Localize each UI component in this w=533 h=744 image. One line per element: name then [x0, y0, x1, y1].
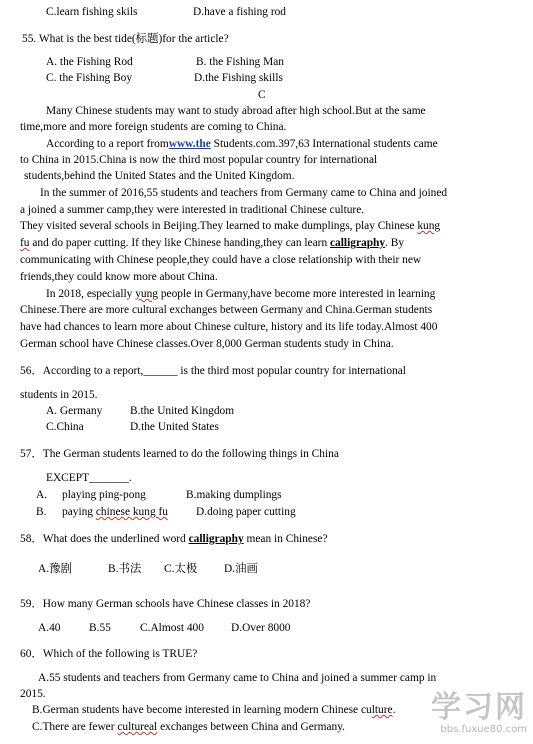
- passage-line: Many Chinese students may want to study abroad after high school.But at the same: [46, 105, 426, 117]
- q55-option-d: D.the Fishing skills: [194, 72, 283, 84]
- q58-option-c: C.太极: [164, 563, 198, 575]
- q60-option-b: B.German students have become interested in learning modern Chinese culture.: [32, 704, 396, 716]
- q57-option-c: paying chinese kung fu: [62, 506, 168, 518]
- q58-stem: 58．What does the underlined word calligraphy mean in Chinese?: [20, 533, 328, 545]
- q58-option-d: D.油画: [224, 563, 258, 575]
- q55-option-c: C. the Fishing Boy: [46, 72, 133, 84]
- q56-option-c: C.China: [46, 421, 84, 433]
- q55-option-b: B. the Fishing Man: [196, 56, 284, 68]
- q59-option-c: C.Almost 400: [140, 622, 204, 634]
- passage-line: In 2018, especially yung people in Germany,have become more interested in learning: [46, 288, 436, 300]
- q58-option-a: A.豫剧: [38, 563, 72, 575]
- q57-option-d: D.doing paper cutting: [196, 506, 296, 518]
- q59-stem: 59．How many German schools have Chinese classes in 2018?: [20, 598, 311, 610]
- passage-line: have had chances to learn more about Chinese culture, history and its life today.Almost 400: [20, 321, 438, 333]
- q56-option-b: B.the United Kingdom: [130, 405, 235, 417]
- passage-line: students,behind the United States and the United Kingdom.: [24, 170, 295, 182]
- q60-option-c: C.There are fewer cultureal exchanges between China and Germany.: [32, 721, 346, 733]
- q56-option-a: A. Germany: [46, 405, 103, 417]
- passage-line: time,more and more foreign students are coming to China.: [20, 121, 287, 133]
- q56-stem: 56．According to a report,______ is the third most popular country for international: [20, 365, 406, 377]
- q58-option-b: B.书法: [108, 563, 142, 575]
- q57-option-b: B.making dumplings: [186, 489, 282, 501]
- passage-line: friends,they could know more about China.: [20, 271, 218, 283]
- q59-option-a: A.40: [38, 622, 61, 634]
- q57-stem: 57．The German students learned to do the following things in China: [20, 448, 339, 460]
- passage-line: According to a report fromwww.the Students.com.397,63 International students came: [46, 138, 438, 150]
- q57-option-b-letter: B.: [36, 506, 47, 518]
- watermark-url: bbs.fuxue80.com: [440, 724, 527, 735]
- passage-line: Chinese.There are more cultural exchanges between Germany and China.German students: [20, 304, 433, 316]
- q59-option-d: D.Over 8000: [231, 622, 291, 634]
- q56-option-d: D.the United States: [130, 421, 219, 433]
- option-c: C.learn fishing skils: [46, 6, 138, 18]
- q57-except: EXCEPT_______.: [46, 472, 132, 484]
- q56-stem-cont: students in 2015.: [20, 389, 98, 401]
- keyword-calligraphy: calligraphy: [330, 237, 386, 249]
- watermark: [431, 692, 527, 736]
- passage-line: German school have Chinese classes.Over 8,000 German students study in China.: [20, 338, 394, 350]
- section-heading: C: [258, 89, 266, 101]
- watermark-logo: 学习网: [431, 690, 527, 725]
- q55-stem: 55. What is the best tide(标题)for the article?: [22, 33, 229, 45]
- passage-line: In the summer of 2016,55 students and teachers from Germany came to China and joined: [40, 187, 448, 199]
- passage-line: a joined a summer camp,they were interested in traditional Chinese culture.: [20, 204, 365, 216]
- q55-option-a: A. the Fishing Rod: [46, 56, 133, 68]
- passage-line: fu and do paper cutting. If they like Chinese handing,they can learn calligraphy. By: [20, 237, 405, 249]
- passage-line: communicating with Chinese people,they could have a close relationship with their new: [20, 254, 422, 266]
- passage-line: to China in 2015.China is now the third most popular country for international: [20, 154, 378, 166]
- q57-option-a: playing ping-pong: [62, 489, 146, 501]
- website-link[interactable]: www.the: [168, 138, 211, 150]
- option-d: D.have a fishing rod: [193, 6, 286, 18]
- q60-stem: 60．Which of the following is TRUE?: [20, 648, 198, 660]
- q60-option-a-cont: 2015.: [20, 688, 46, 700]
- q60-option-a: A.55 students and teachers from Germany came to China and joined a summer camp in: [38, 672, 437, 684]
- q59-option-b: B.55: [89, 622, 111, 634]
- q57-option-a-letter: A.: [36, 489, 48, 501]
- passage-line: They visited several schools in Beijing.They learned to make dumplings, play Chinese kung: [20, 220, 441, 232]
